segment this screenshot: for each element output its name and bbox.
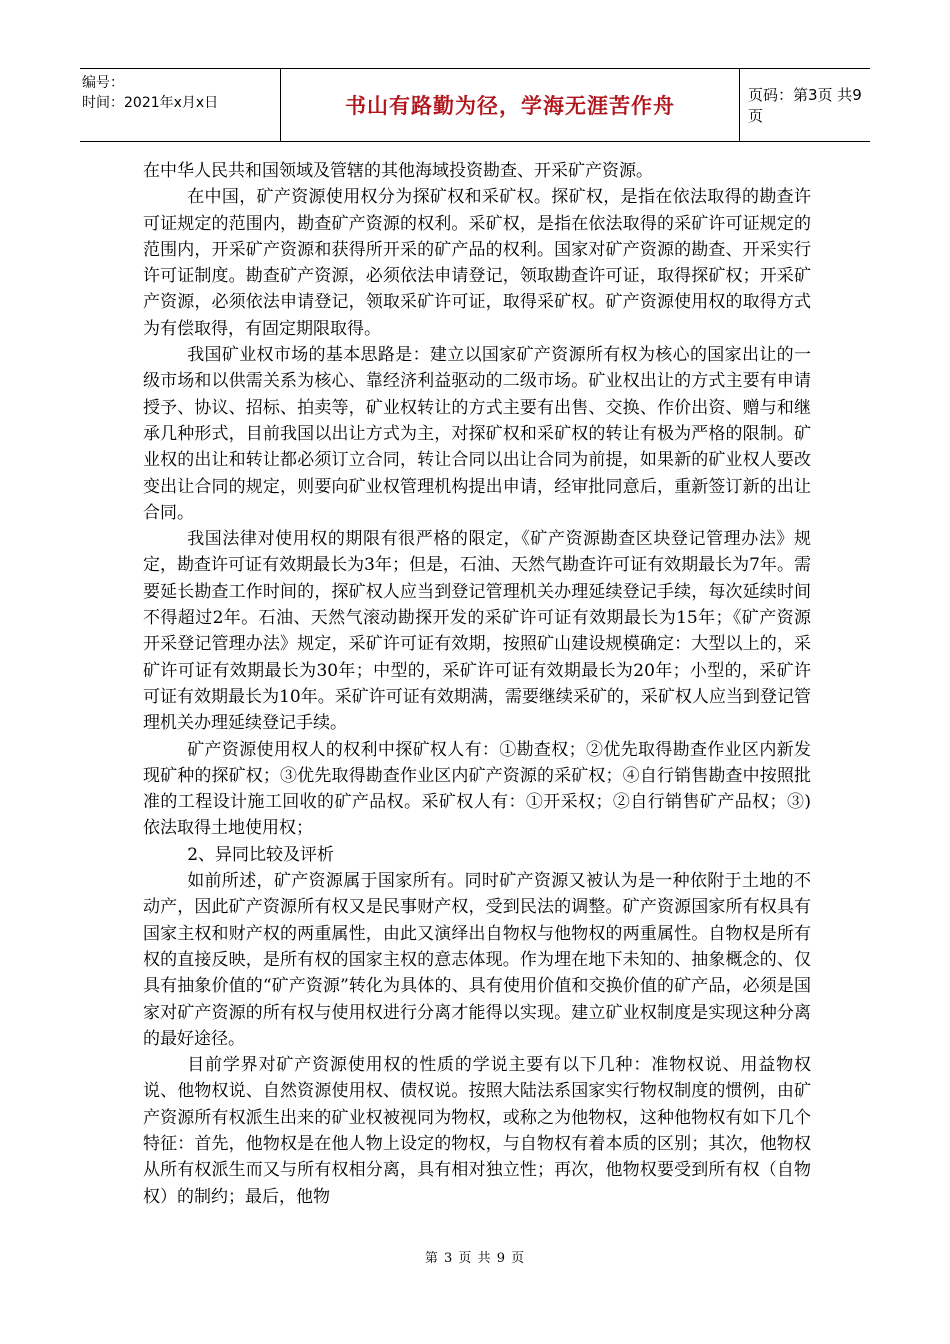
document-date: 时间：2021年x月x日 bbox=[82, 95, 219, 111]
page-header bbox=[80, 68, 870, 142]
header-page-number: 页码：第3页 共9页 bbox=[748, 86, 862, 125]
paragraph: 矿产资源使用权人的权利中探矿权人有：①勘查权；②优先取得勘查作业区内新发现矿种的探矿权；③优先取得勘查作业区内矿产资源的采矿权；④自行销售勘查中按照批准的工程设计施工回收的矿产品权。采矿权人有：①开采权；②自行销售矿产品权；③)依法取得土地使用权； bbox=[143, 739, 811, 839]
paragraph: 我国矿业权市场的基本思路是：建立以国家矿产资源所有权为核心的国家出让的一级市场和以供需关系为核心、靠经济利益驱动的二级市场。矿业权出让的方式主要有申请授予、协议、招标、拍卖等，矿业权转让的方式主要有出售、交换、作价出资、赠与和继承几种形式，目前我国以出让方式为主，对探矿权和采矿权的转让有极为严格的限制。矿业权的出让和转让都必须订立合同，转让合同以出让合同为前提，如果新的矿业权人要改变出让合同的规定，则要向矿业权管理机构提出申请，经审批同意后，重新签订新的出让合同。 bbox=[143, 345, 811, 523]
header-motto: 书山有路勤为径，学海无涯苦作舟 bbox=[280, 69, 740, 141]
paragraph: 目前学界对矿产资源使用权的性质的学说主要有以下几种：准物权说、用益物权说、他物权说、自然资源使用权、债权说。按照大陆法系国家实行物权制度的惯例，由矿产资源所有权派生出来的矿业权被视同为物权，或称之为他物权，这种他物权有如下几个特征：首先，他物权是在他人物上设定的物权，与自物权有着本质的区别；其次，他物权从所有权派生而又与所有权相分离，具有相对独立性；再次，他物权要受到所有权（自物权）的制约；最后，他物 bbox=[143, 1055, 811, 1207]
paragraph: 在中国，矿产资源使用权分为探矿权和采矿权。探矿权，是指在依法取得的勘查许可证规定的范围内，勘查矿产资源的权利。采矿权，是指在依法取得的采矿许可证规定的范围内，开采矿产资源和获得所开采的矿产品的权利。国家对矿产资源的勘查、开采实行许可证制度。勘查矿产资源，必须依法申请登记，领取勘查许可证，取得探矿权；开采矿产资源，必须依法申请登记，领取采矿许可证，取得采矿权。矿产资源使用权的取得方式为有偿取得，有固定期限取得。 bbox=[143, 187, 811, 339]
paragraph: 我国法律对使用权的期限有很严格的限定，《矿产资源勘查区块登记管理办法》规定，勘查许可证有效期最长为3年；但是，石油、天然气勘查许可证有效期最长为7年。需要延长勘查工作时间的，探矿权人应当到登记管理机关办理延续登记手续，每次延续时间不得超过2年。石油、天然气滚动勘探开发的采矿许可证有效期最长为15年；《矿产资源开采登记管理办法》规定，采矿许可证有效期，按照矿山建设规模确定：大型以上的，采矿许可证有效期最长为30年；中型的，采矿许可证有效期最长为20年；小型的，采矿许可证有效期最长为10年。采矿许可证有效期满，需要继续采矿的，采矿权人应当到登记管理机关办理延续登记手续。 bbox=[143, 529, 811, 734]
document-body bbox=[143, 158, 811, 1210]
header-meta bbox=[80, 69, 280, 141]
section-heading: 2、异同比较及评析 bbox=[187, 844, 335, 865]
page-footer: 第 3 页 共 9 页 bbox=[424, 1251, 526, 1266]
paragraph-continuation: 在中华人民共和国领域及管辖的其他海域投资勘查、开采矿产资源。 bbox=[143, 161, 653, 181]
document-number-label: 编号： bbox=[82, 75, 124, 91]
paragraph: 如前所述，矿产资源属于国家所有。同时矿产资源又被认为是一种依附于土地的不动产，因此矿产资源所有权又是民事财产权，受到民法的调整。矿产资源国家所有权具有国家主权和财产权的两重属性，由此又演绎出自物权与他物权的两重属性。自物权是所有权的直接反映，是所有权的国家主权的意志体现。作为埋在地下未知的、抽象概念的、仅具有抽象价值的“矿产资源”转化为具体的、具有使用价值和交换价值的矿产品，必须是国家对矿产资源的所有权与使用权进行分离才能得以实现。建立矿业权制度是实现这种分离的最好途径。 bbox=[143, 871, 811, 1049]
